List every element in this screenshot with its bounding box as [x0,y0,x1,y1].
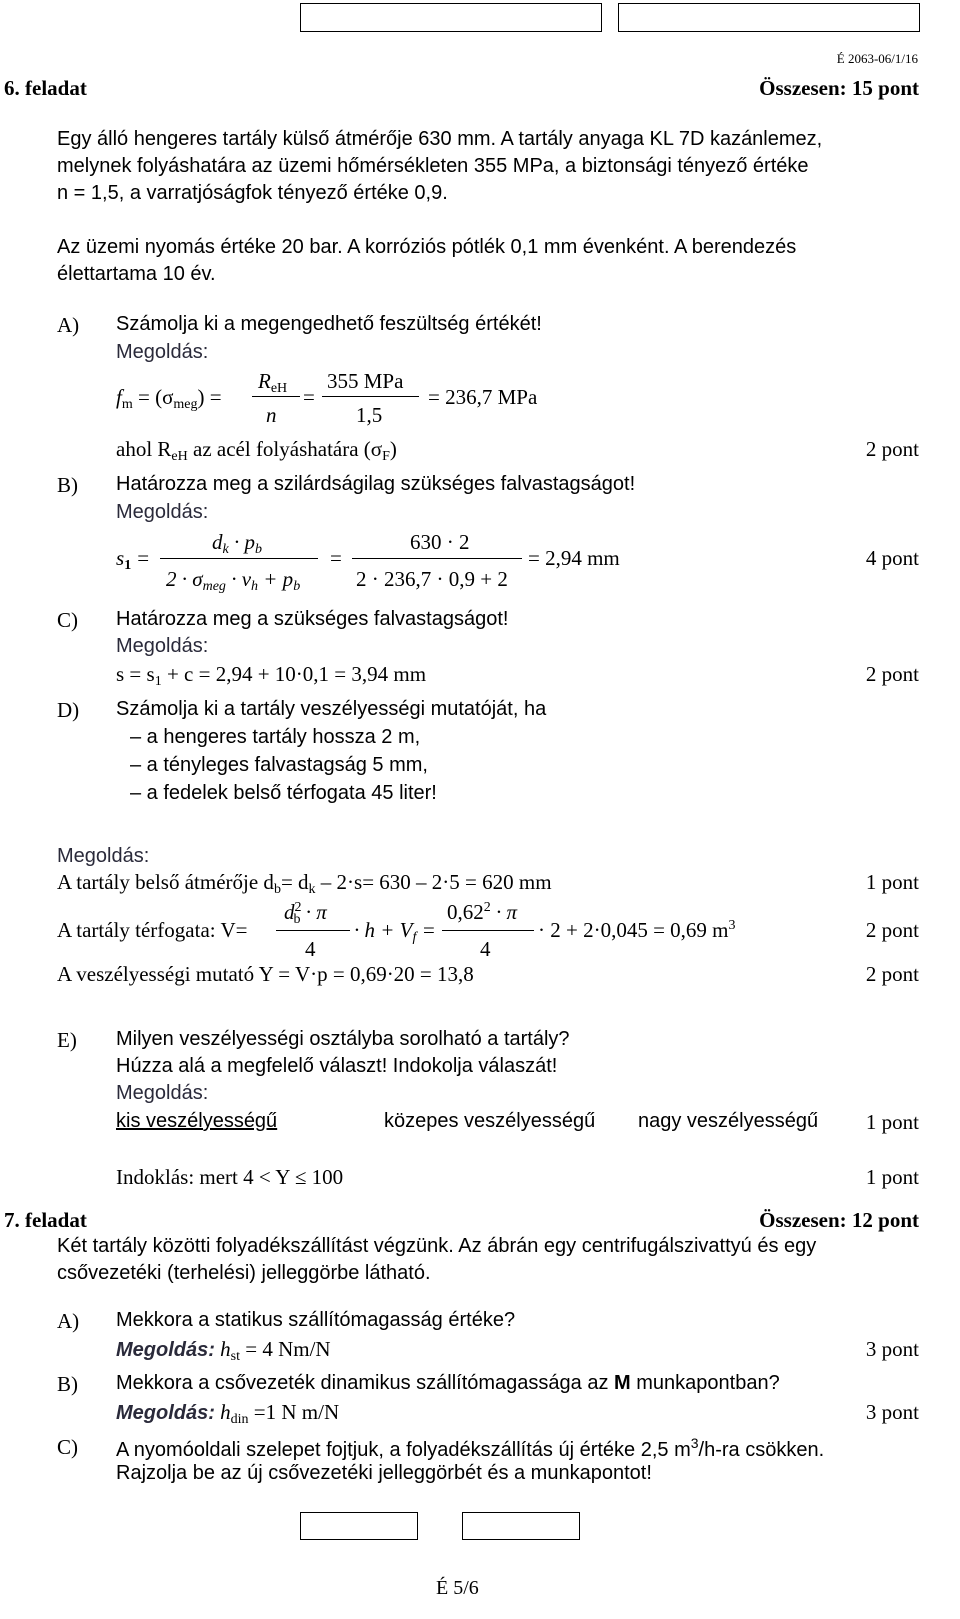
task7-B-label: B) [57,1372,78,1396]
task6-intro-1: Egy álló hengeres tartály külső átmérője 630 mm. A tartály anyaga KL 7D kazánlemez, [57,128,823,150]
task6-D-line2-frac2-line [442,930,534,931]
task6-total: Összesen: 15 pont [759,76,919,100]
task7-B-question: Mekkora a csővezeték dinamikus szállítómagassága az M munkapontban? [116,1372,780,1394]
task6-A-frac2-line [322,396,419,397]
task6-intro-4: Az üzemi nyomás értéke 20 bar. A korróziós pótlék 0,1 mm évenként. A berendezés [57,236,797,258]
task6-intro-3: n = 1,5, a varratjóságfok tényező értéke 0,9. [57,182,448,204]
task6-D-line2-den1: 4 [305,937,316,961]
task6-C-solution-label: Megoldás: [116,635,209,657]
task7-A-answer: Megoldás: $h_{st} = 4$ Nm/N [116,1337,331,1364]
task6-C-points: 2 pont [865,662,919,686]
task6-E-option-medium: közepes veszélyességű [384,1110,596,1132]
task6-B-frac2-line [352,558,522,559]
task6-A-eq2: = [303,385,315,409]
task6-D-line1: A tartály belső átmérője $d_b= d_k - 2\cdot s= 630 - 2\cdot 5 = 620$ mm [57,870,552,897]
task6-D-line2-mid: · $h + V_f$ = [354,918,436,945]
task6-D-solution-label: Megoldás: [57,845,150,867]
task6-B-points: 4 pont [865,546,919,570]
task6-D-line2-result: · 2 + 2·0,045 = 0,69 $m^3$ [538,918,736,942]
task6-B-eq2: = [330,546,342,570]
task6-C-question: Határozza meg a szükséges falvastagságot! [116,608,509,630]
task7-intro-2: csővezetéki (terhelési) jelleggörbe látható. [57,1262,431,1284]
task6-D-line2-label: A tartály térfogata: V= [57,918,248,942]
task6-E-option-high: nagy veszélyességű [638,1110,819,1132]
task6-E-reason: Indoklás: mert 4 < Y ≤ 100 [116,1165,344,1189]
task6-D-line3-points: 2 pont [865,962,919,986]
header-code: É 2063-06/1/16 [836,51,918,66]
task6-A-den1: n [266,403,277,427]
task6-A-points: 2 pont [865,437,919,461]
task6-E-option-low: kis veszélyességű [116,1110,278,1132]
task6-A-num1: $R_{eH}$ [258,369,288,396]
task6-intro-5: élettartama 10 év. [57,263,216,285]
task6-A-frac1-line [252,396,300,397]
task6-A-num2: 355 MPa [327,369,404,393]
task6-A-result: = 236,7 MPa [428,385,538,409]
task7-total: Összesen: 12 pont [759,1208,919,1232]
task6-A-solution-label: Megoldás: [116,341,209,363]
task7-B-points: 3 pont [865,1400,919,1424]
task6-E-question-2: Húzza alá a megfelelő választ! Indokolja válaszát! [116,1055,558,1077]
task6-D-line2-den2: 4 [480,937,491,961]
task6-D-line2-num1: $d^2_b \cdot \pi$ [284,900,327,927]
task6-C-equation: $s = s_1 + c = 2,94 + 10\cdot 0,1 = 3,94$ mm [116,662,427,689]
task6-E-reason-points: 1 pont [865,1165,919,1189]
task6-B-s1: $s_1$ = [116,546,150,573]
task6-A-den2: 1,5 [356,403,383,427]
task6-A-note: ahol $R_{eH}$ az acél folyáshatára $(\sigma_F)$ [116,437,397,464]
footer-box-right [462,1512,580,1540]
task6-B-num1: $d_k \cdot p_b$ [212,530,262,557]
task6-D-bullet-2: – a tényleges falvastagság 5 mm, [130,754,428,776]
task7-B-answer: Megoldás: $h_{din} =1$ N m/N [116,1400,340,1427]
task6-B-solution-label: Megoldás: [116,501,209,523]
task6-C-label: C) [57,608,78,632]
task6-B-question: Határozza meg a szilárdságilag szükséges falvastagságot! [116,473,636,495]
code-box-right [618,3,920,32]
task6-B-result: = 2,94 mm [528,546,620,570]
task7-title: 7. feladat [4,1208,87,1232]
task6-A-label: A) [57,313,80,337]
task6-title: 6. feladat [4,76,87,100]
task6-B-den2: 2 · 236,7 · 0,9 + 2 [356,567,508,591]
task6-A-formula-left: $f_m = (\sigma_{meg})$ = [116,385,222,412]
task6-B-frac1-line [160,558,318,559]
task6-B-num2: 630 · 2 [410,530,470,554]
task6-D-line2-frac1-line [276,930,350,931]
task6-A-question: Számolja ki a megengedhető feszültség értékét! [116,313,542,335]
task6-D-bullet-3: – a fedelek belső térfogata 45 liter! [130,782,437,804]
task6-D-line3: A veszélyességi mutató Y = V·p = 0,69·20 = 13,8 [57,962,474,986]
task7-A-label: A) [57,1309,80,1333]
task7-A-points: 3 pont [865,1337,919,1361]
task6-B-den1: $2 \cdot \sigma_{meg} \cdot \nu_h + p_b$ [166,567,301,594]
task7-C-label: C) [57,1435,78,1459]
task6-E-question-1: Milyen veszélyességi osztályba sorolható a tartály? [116,1028,570,1050]
task6-D-line2-points: 2 pont [865,918,919,942]
task6-E-option-points: 1 pont [865,1110,919,1134]
task6-E-label: E) [57,1028,77,1052]
task6-D-line1-points: 1 pont [865,870,919,894]
task6-D-label: D) [57,698,80,722]
task6-D-line2-num2: $0,62^2 \cdot \pi$ [447,900,518,924]
footer-box-left [300,1512,418,1540]
task6-B-label: B) [57,473,78,497]
task7-C-question-2: Rajzolja be az új csővezetéki jelleggörbét és a munkapontot! [116,1462,652,1484]
task6-D-bullet-1: – a hengeres tartály hossza 2 m, [130,726,421,748]
task7-A-question: Mekkora a statikus szállítómagasság értéke? [116,1309,516,1331]
task6-E-solution-label: Megoldás: [116,1082,209,1104]
task7-C-question-1: A nyomóoldali szelepet fojtjuk, a folyadékszállítás új értéke 2,5 $m^3/h-ra$ csökken. [116,1435,825,1461]
footer-page-number: É 5/6 [436,1577,479,1599]
task6-D-question: Számolja ki a tartály veszélyességi mutatóját, ha [116,698,547,720]
task6-intro-2: melynek folyáshatára az üzemi hőmérsékleten 355 MPa, a biztonsági tényező értéke [57,155,809,177]
task7-intro-1: Két tartály közötti folyadékszállítást végzünk. Az ábrán egy centrifugálszivattyú és egy [57,1235,817,1257]
code-box-left [300,3,602,32]
